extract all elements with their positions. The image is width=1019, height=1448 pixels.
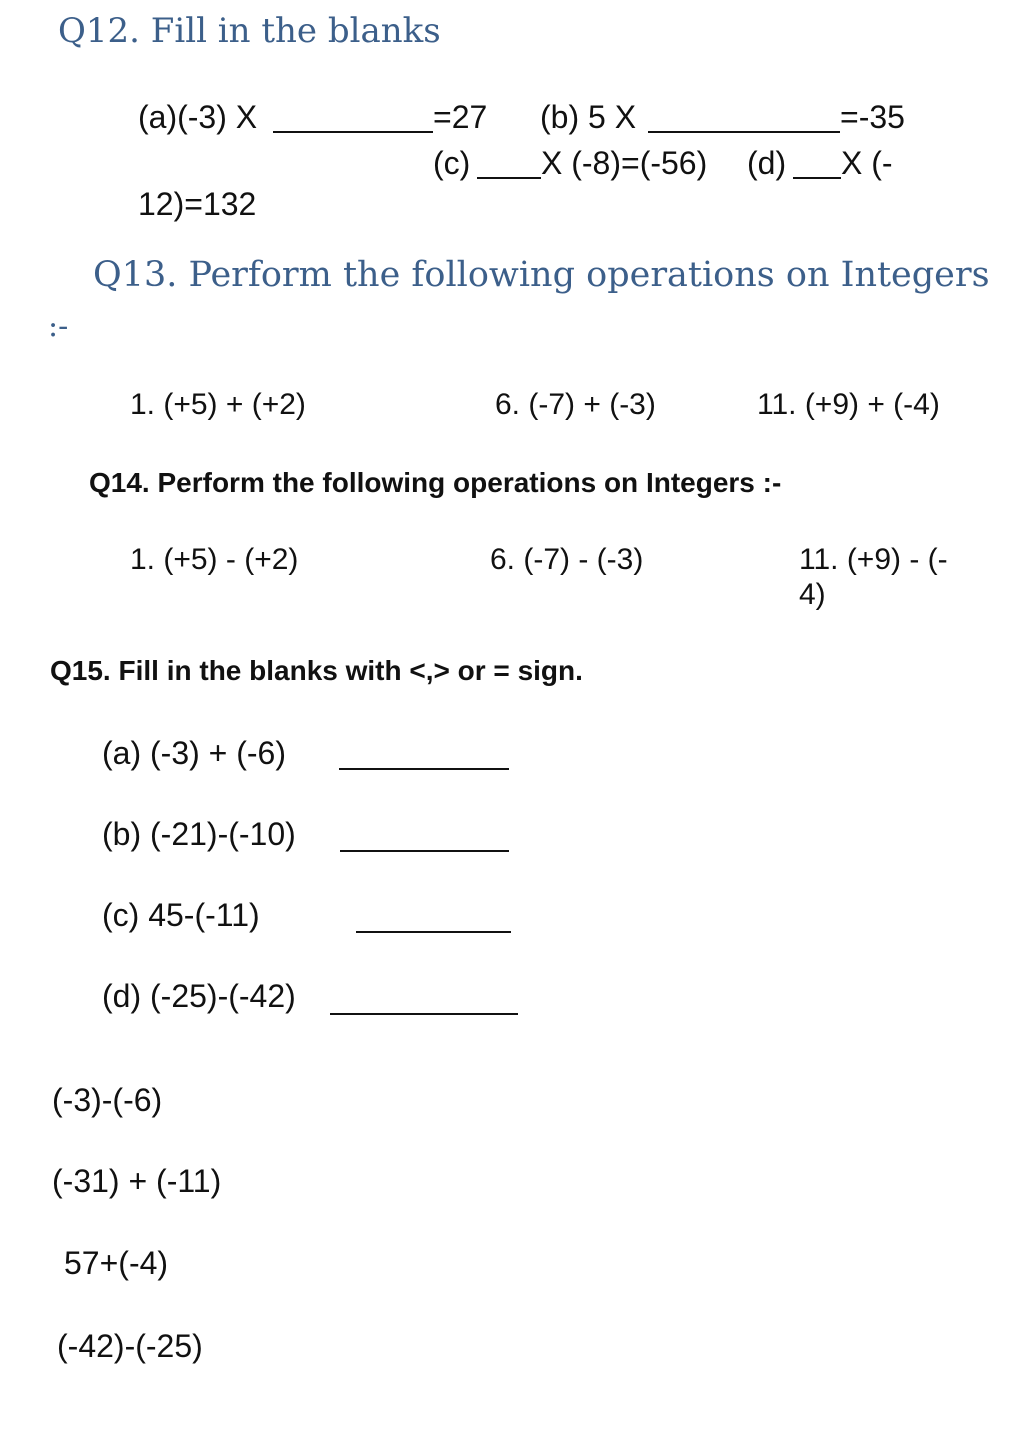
q12-d-blank[interactable] [793,177,841,179]
q13-heading: Q13. Perform the following operations on Integers [93,255,990,295]
q15-item-c: (c) 45-(-11) [102,897,260,933]
q13-item-11: 11. (+9) + (-4) [757,388,940,421]
q12-c-blank[interactable] [477,177,541,179]
q15-item-d: (d) (-25)-(-42) [102,978,296,1014]
extra-item-1: (-3)-(-6) [52,1082,163,1118]
q15-item-b: (b) (-21)-(-10) [102,816,296,852]
q14-item-11: 11. (+9) - (- [799,543,948,576]
q14-item-11-continuation: 4) [799,578,826,611]
q12-b-suffix: =-35 [840,99,905,135]
extra-item-3: 57+(-4) [64,1245,169,1281]
q12-a-suffix: =27 [433,99,488,135]
q15-blank-d[interactable] [330,1013,518,1015]
q12-a-prefix: (a)(-3) X [138,99,258,135]
q12-c-suffix: X (-8)=(-56) [541,145,708,181]
q12-a-blank[interactable] [273,131,433,133]
q13-item-1: 1. (+5) + (+2) [130,388,306,421]
q15-blank-a[interactable] [339,768,509,770]
q14-item-6: 6. (-7) - (-3) [490,543,644,576]
q12-d-prefix: (d) [747,145,787,181]
q15-item-a: (a) (-3) + (-6) [102,735,286,771]
q14-heading: Q14. Perform the following operations on Integers :- [89,467,782,498]
q14-item-1: 1. (+5) - (+2) [130,543,299,576]
q13-item-6: 6. (-7) + (-3) [495,388,656,421]
q12-d-continuation: 12)=132 [138,186,257,222]
q12-heading: Q12. Fill in the blanks [58,11,441,51]
extra-item-2: (-31) + (-11) [52,1163,222,1199]
q13-heading-continuation: :- [48,309,69,344]
extra-item-4: (-42)-(-25) [57,1328,203,1364]
q12-d-suffix: X (- [841,145,893,181]
q12-c-prefix: (c) [433,145,471,181]
q15-blank-c[interactable] [356,931,511,933]
q12-b-prefix: (b) 5 X [540,99,637,135]
q15-blank-b[interactable] [340,850,509,852]
q15-heading: Q15. Fill in the blanks with <,> or = sign. [50,655,583,686]
q12-b-blank[interactable] [648,131,840,133]
